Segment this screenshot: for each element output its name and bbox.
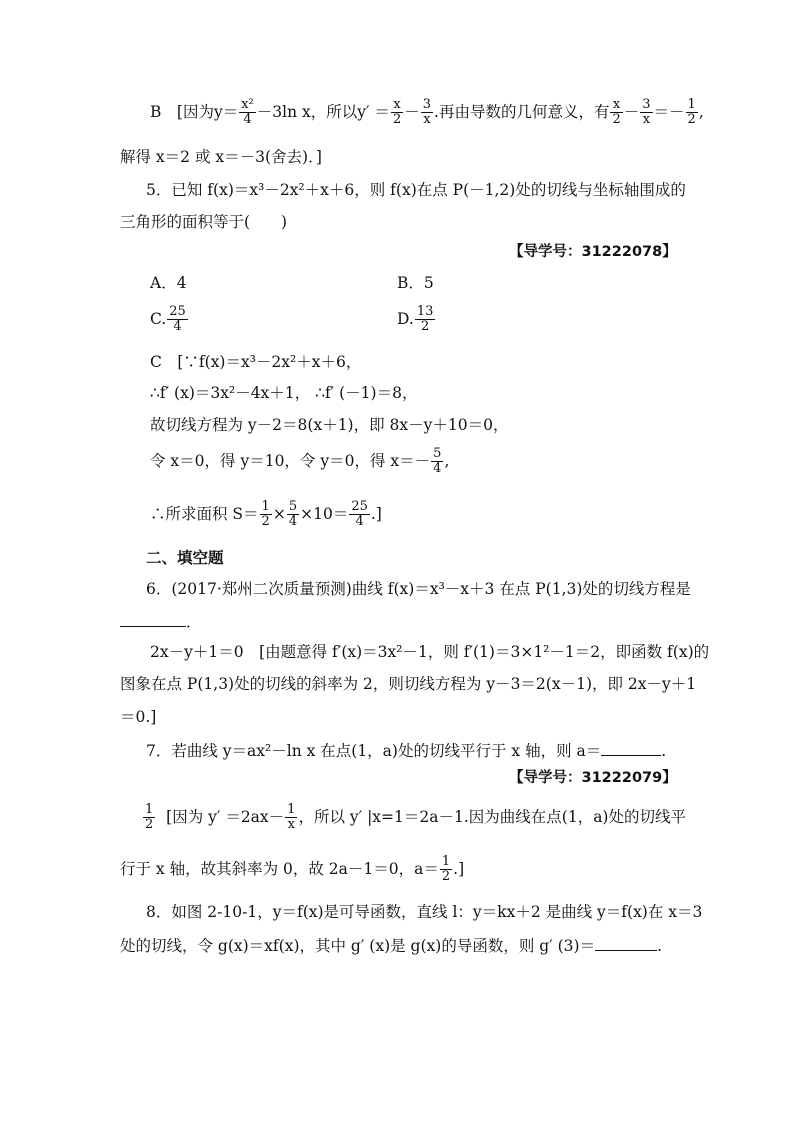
text: ，所以 y′ |x=1＝2a－1.因为曲线在点(1，a)处的切线平 bbox=[298, 807, 686, 826]
q6-solution-line-2: 图象在点 P(1,3)处的切线的斜率为 2，则切线方程为 y－3＝2(x－1)，即 2x－y＋1 bbox=[120, 675, 697, 693]
text: 7．若曲线 y＝ax²－ln x 在点(1，a)处的切线平行于 x 轴，则 a＝ bbox=[146, 742, 602, 760]
frac-den: 4 bbox=[288, 514, 298, 530]
q5-option-a: A．4 bbox=[150, 274, 187, 292]
frac-num: x² bbox=[241, 97, 254, 112]
fraction-1 bbox=[260, 500, 272, 530]
q4-text-g: , bbox=[698, 102, 704, 121]
text: 行于 x 轴，故其斜率为 0，故 2a－1＝0，a＝ bbox=[120, 859, 439, 878]
text: [因为 y′ ＝2ax－ bbox=[166, 807, 285, 826]
fraction-2 bbox=[287, 500, 299, 530]
frac-den: 4 bbox=[239, 112, 256, 127]
text: .] bbox=[453, 859, 465, 878]
frac-num: 25 bbox=[351, 499, 368, 514]
frac-num: 5 bbox=[288, 499, 298, 514]
frac-num: x bbox=[612, 97, 621, 112]
q4-solution-line-1 bbox=[150, 98, 704, 128]
q4-text-f: ＝－ bbox=[653, 102, 685, 121]
q5-reference-number: 【导学号：31222078】 bbox=[509, 244, 677, 260]
frac-den: 2 bbox=[261, 514, 270, 530]
answer-blank[interactable] bbox=[595, 936, 657, 951]
frac-num: 1 bbox=[287, 802, 296, 817]
frac-den: 2 bbox=[145, 817, 154, 833]
text: ×10＝ bbox=[300, 504, 349, 523]
q4-fraction-1 bbox=[239, 98, 256, 128]
frac-num: 1 bbox=[687, 97, 696, 112]
frac-num: 25 bbox=[169, 304, 186, 319]
q7-solution-fraction bbox=[285, 803, 297, 833]
answer-blank[interactable] bbox=[120, 612, 186, 627]
q4-fraction-5 bbox=[640, 98, 652, 128]
option-label: C. bbox=[150, 309, 167, 328]
q6-stem-line-1: 6．(2017·郑州二次质量预测)曲线 f(x)＝x³－x＋3 在点 P(1,3)处的切线方程是 bbox=[146, 580, 691, 598]
q8-stem-line-1: 8．如图 2-10-1，y＝f(x)是可导函数，直线 l：y＝kx＋2 是曲线 y＝f(x)在 x＝3 bbox=[146, 903, 703, 921]
text: . bbox=[661, 742, 667, 760]
q5-solution-line-4 bbox=[150, 447, 449, 477]
frac-den: 2 bbox=[687, 112, 696, 128]
q7-solution-line-1 bbox=[142, 803, 686, 833]
section-heading-fill-in: 二、填空题 bbox=[146, 549, 224, 567]
frac-num: 1 bbox=[261, 499, 270, 514]
text: × bbox=[272, 504, 286, 523]
q7-solution-line-2 bbox=[120, 855, 464, 885]
frac-den: x bbox=[421, 112, 433, 127]
frac-den: 2 bbox=[612, 112, 621, 128]
text: . bbox=[657, 937, 663, 955]
fraction-3 bbox=[349, 500, 370, 530]
text: ∴所求面积 S＝ bbox=[150, 504, 259, 523]
q7-stem-line-1 bbox=[146, 741, 666, 760]
q5-solution-line-3: 故切线方程为 y－2＝8(x＋1)，即 8x－y＋10＝0， bbox=[150, 416, 509, 434]
q7-solution-fraction-2 bbox=[440, 855, 452, 885]
q6-solution-line-1: 2x－y＋1＝0 [由题意得 f′(x)＝3x²－1，则 f′(1)＝3×1²－1＝2，即函数 f(x)的 bbox=[150, 643, 710, 661]
option-label: D. bbox=[397, 309, 414, 328]
frac-num: 1 bbox=[145, 802, 154, 817]
frac-den: 4 bbox=[349, 514, 370, 529]
frac-num: x bbox=[393, 97, 401, 112]
q4-solution-line-2: 解得 x＝2 或 x＝－3(舍去)．] bbox=[120, 148, 322, 166]
text: , bbox=[444, 451, 450, 470]
frac-num: 5 bbox=[433, 446, 442, 461]
frac-num: 1 bbox=[441, 854, 451, 869]
q7-reference-number: 【导学号：31222079】 bbox=[509, 770, 677, 786]
q4-text-a: B [因为y＝ bbox=[150, 102, 239, 121]
frac-den: 4 bbox=[433, 461, 442, 477]
q4-fraction-6 bbox=[686, 98, 698, 128]
frac-num: 3 bbox=[642, 97, 651, 112]
q4-fraction-3 bbox=[421, 98, 433, 128]
frac-den: 2 bbox=[441, 869, 451, 885]
q7-answer-fraction bbox=[143, 803, 155, 833]
q5-option-c bbox=[150, 305, 189, 335]
answer-blank[interactable] bbox=[601, 741, 661, 756]
q5-option-b: B．5 bbox=[397, 274, 434, 292]
text: 处的切线，令 g(x)＝xf(x)，其中 g′ (x)是 g(x)的导函数，则 g′ (3)＝ bbox=[120, 937, 596, 955]
q5-option-d-fraction bbox=[415, 305, 436, 335]
q6-stem-line-2 bbox=[120, 612, 202, 631]
q4-fraction-2 bbox=[391, 98, 403, 128]
text: 令 x＝0，得 y＝10，令 y＝0，得 x＝－ bbox=[150, 451, 431, 470]
frac-den: 4 bbox=[167, 319, 188, 334]
q6-solution-line-3: ＝0.] bbox=[120, 708, 157, 726]
q5-stem-line-2: 三角形的面积等于( ) bbox=[120, 213, 288, 231]
q5-solution-line-1: C [∵f(x)＝x³－2x²＋x＋6， bbox=[150, 353, 362, 371]
q8-stem-line-2 bbox=[120, 936, 662, 955]
text: ． bbox=[186, 613, 202, 631]
frac-den: 2 bbox=[392, 112, 402, 128]
frac-num: 3 bbox=[422, 97, 432, 112]
q5-solution-line-5 bbox=[150, 500, 382, 530]
q4-text-d: .再由导数的几何意义，有 bbox=[434, 102, 610, 121]
q5-stem-line-1: 5．已知 f(x)＝x³－2x²＋x＋6，则 f(x)在点 P(－1,2)处的切线与坐标轴围成的 bbox=[146, 181, 686, 199]
q4-text-e: － bbox=[623, 102, 640, 121]
text: .] bbox=[370, 504, 382, 523]
frac-den: 2 bbox=[415, 319, 436, 334]
q4-fraction-4 bbox=[610, 98, 622, 128]
q4-text-c: － bbox=[404, 102, 420, 121]
frac-num: 13 bbox=[416, 304, 434, 319]
q5-option-c-fraction bbox=[167, 305, 188, 335]
q4-text-b: －3ln x，所以y′ ＝ bbox=[256, 102, 390, 121]
frac-den: x bbox=[640, 112, 652, 127]
q5-option-d bbox=[397, 305, 436, 335]
q5-solution-line-2: ∴f′ (x)＝3x²－4x＋1， ∴f′ (－1)＝8， bbox=[150, 384, 418, 402]
frac-den: x bbox=[285, 817, 297, 832]
q5-solution-fraction bbox=[431, 447, 443, 477]
